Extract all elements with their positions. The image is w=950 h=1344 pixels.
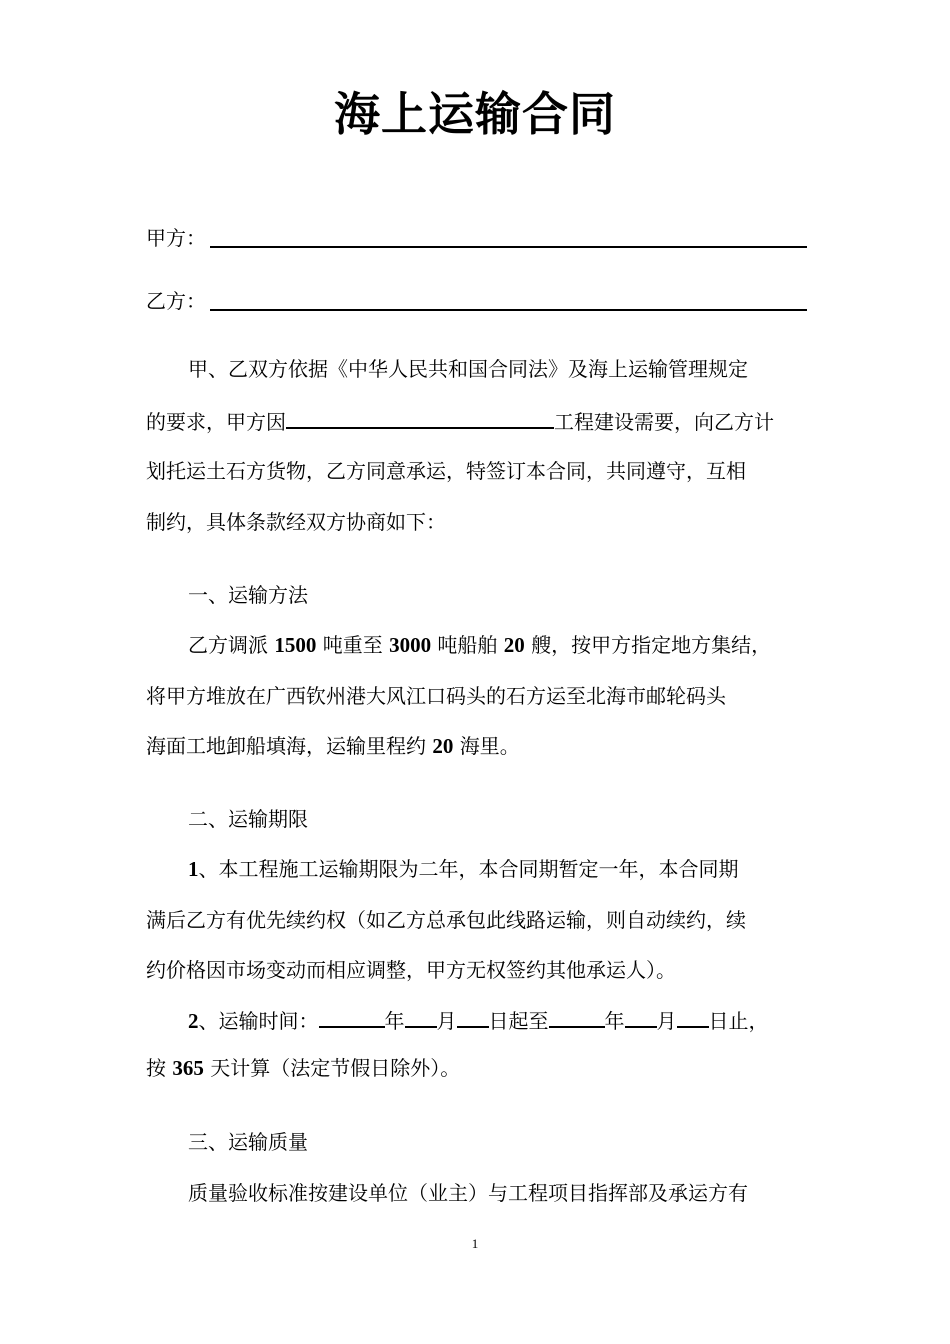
end-year-blank[interactable]	[549, 1006, 605, 1028]
text: 年	[604, 1009, 625, 1033]
text: 年	[384, 1009, 405, 1033]
preamble-line-1: 甲、乙双方依据《中华人民共和国合同法》及海上运输管理规定	[188, 357, 748, 381]
section-2-item-1-line-1	[188, 856, 739, 882]
text: 、运输时间：	[198, 1009, 319, 1033]
section-2-heading: 二、运输期限	[188, 807, 308, 831]
party-b-field[interactable]	[210, 309, 807, 311]
text: 日止，	[708, 1009, 769, 1033]
preamble-line-2	[146, 407, 774, 435]
section-1-line-2: 将甲方堆放在广西钦州港大风江口码头的石方运至北海市邮轮码头	[146, 684, 726, 708]
text: 海面工地卸船填海，运输里程约	[146, 734, 433, 758]
section-1-line-1	[188, 632, 771, 658]
days-value: 365	[172, 1056, 204, 1080]
party-b-label: 乙方：	[146, 289, 206, 313]
project-name-blank[interactable]	[286, 407, 554, 429]
item-number: 1	[188, 857, 199, 881]
text: 艘，按甲方指定地方集结，	[524, 633, 772, 657]
party-a-label: 甲方：	[146, 226, 206, 250]
text: 吨重至	[316, 633, 390, 657]
text: 月	[656, 1009, 677, 1033]
text: 天计算（法定节假日除外）。	[203, 1056, 461, 1080]
start-day-blank[interactable]	[457, 1006, 489, 1028]
text: 、本工程施工运输期限为二年，本合同期暂定一年，本合同期	[198, 857, 739, 881]
page-number: 1	[471, 1236, 479, 1251]
start-month-blank[interactable]	[405, 1006, 437, 1028]
section-3-heading: 三、运输质量	[188, 1130, 308, 1154]
text: 按	[146, 1056, 173, 1080]
text: 吨船舶	[431, 633, 504, 657]
item-number: 2	[188, 1009, 199, 1033]
section-1-line-3	[146, 733, 520, 759]
text: 海里。	[453, 734, 520, 758]
text: 日起至	[488, 1009, 549, 1033]
preamble-text: 的要求，甲方因	[146, 410, 286, 434]
section-2-item-1-line-2: 满后乙方有优先续约权（如乙方总承包此线路运输，则自动续约，续	[146, 908, 746, 932]
quantity-value: 1500	[274, 633, 317, 657]
end-month-blank[interactable]	[625, 1006, 657, 1028]
end-day-blank[interactable]	[677, 1006, 709, 1028]
distance-value: 20	[432, 734, 454, 758]
party-a-field[interactable]	[210, 246, 807, 248]
text: 月	[436, 1009, 457, 1033]
section-2-item-2-line-1	[188, 1006, 769, 1034]
quantity-value: 3000	[389, 633, 432, 657]
section-3-line-1: 质量验收标准按建设单位（业主）与工程项目指挥部及承运方有	[188, 1181, 748, 1205]
text: 乙方调派	[188, 633, 275, 657]
section-1-heading: 一、运输方法	[188, 583, 308, 607]
section-2-item-1-line-3: 约价格因市场变动而相应调整，甲方无权签约其他承运人）。	[146, 958, 676, 982]
start-year-blank[interactable]	[319, 1006, 385, 1028]
preamble-text: 工程建设需要，向乙方计	[554, 410, 774, 434]
quantity-value: 20	[503, 633, 525, 657]
section-2-item-2-line-2	[146, 1055, 460, 1081]
preamble-line-4: 制约，具体条款经双方协商如下：	[146, 510, 446, 534]
preamble-line-3: 划托运土石方货物，乙方同意承运，特签订本合同，共同遵守，互相	[146, 459, 746, 483]
document-title: 海上运输合同	[334, 87, 616, 141]
